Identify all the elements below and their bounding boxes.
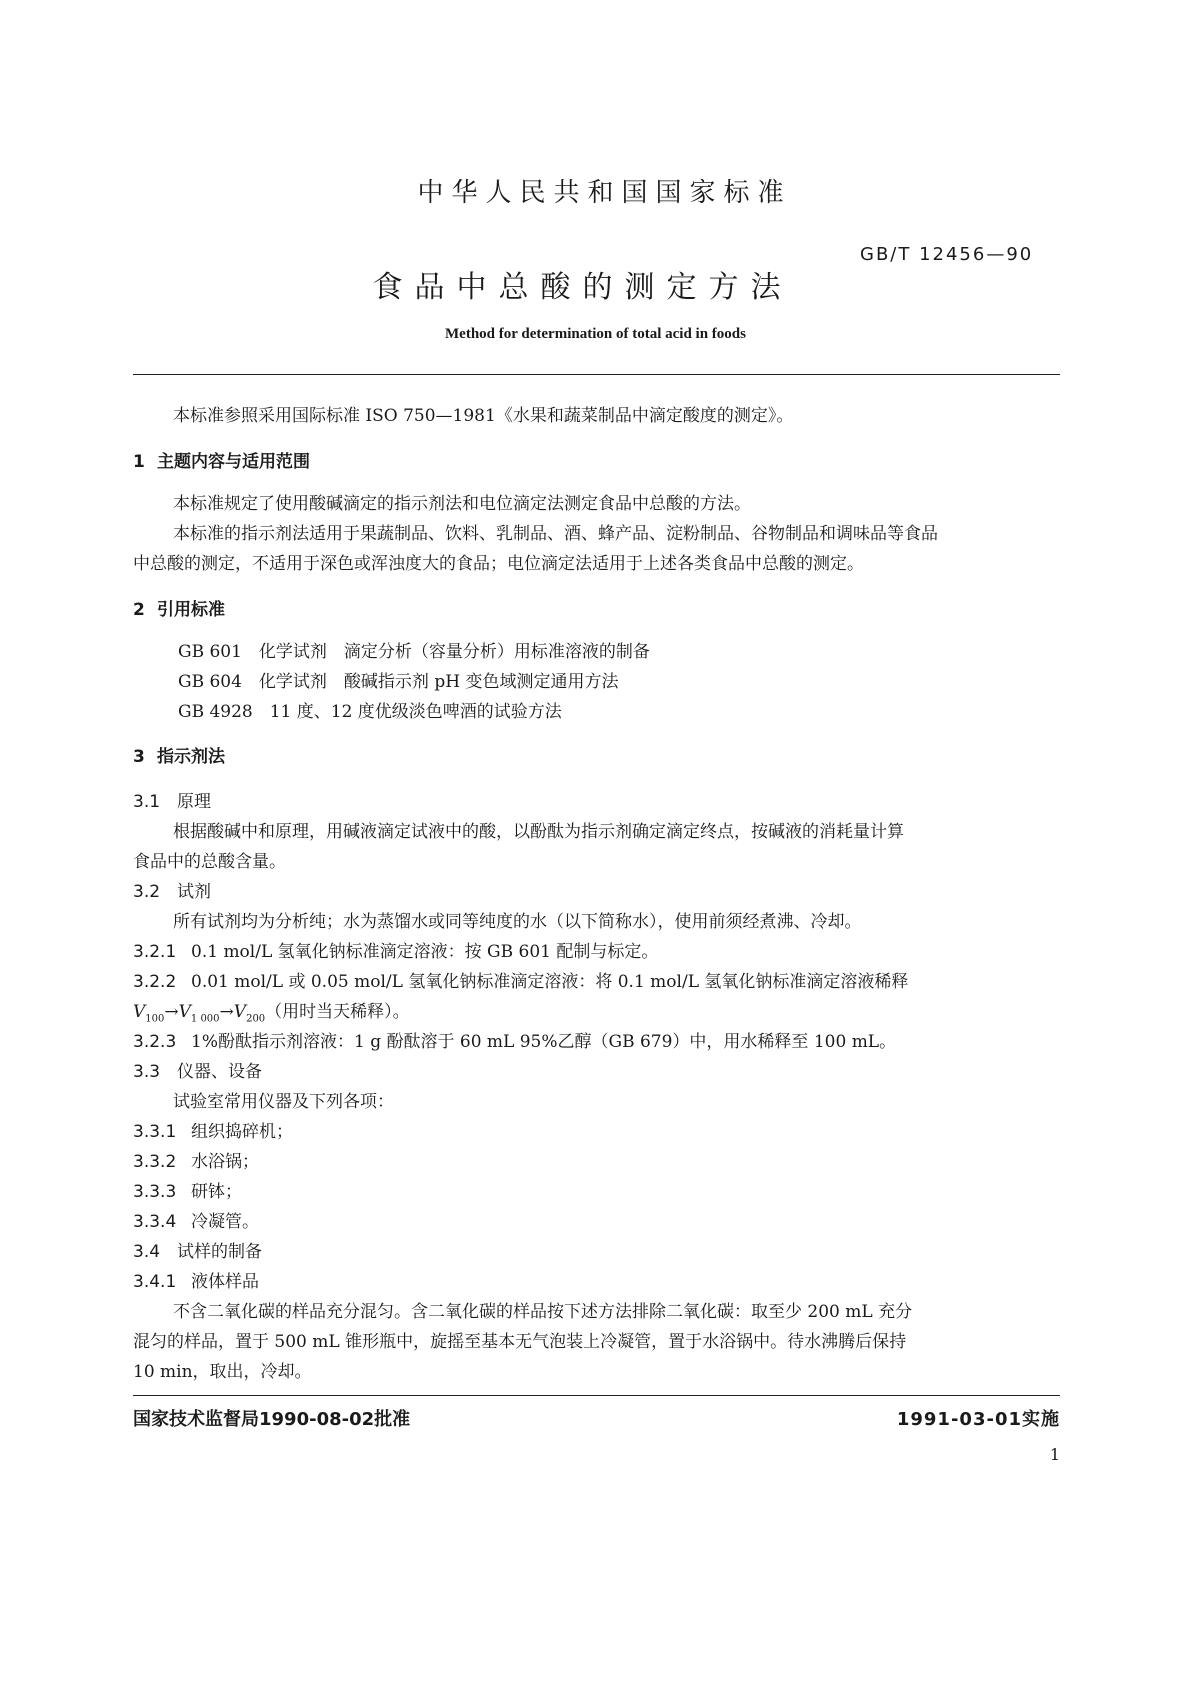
clause-number: 3.2.1 xyxy=(133,942,177,962)
clause-text: 1%酚酞指示剂溶液：1 g 酚酞溶于 60 mL 95%乙醇（GB 679）中，用水稀释至 100 mL。 xyxy=(191,1032,897,1052)
volume-symbol: V xyxy=(233,1002,247,1022)
effective-date: 1991-03-01实施 xyxy=(896,1409,1060,1430)
clause-number: 3.1 xyxy=(133,792,161,812)
approval-date: 国家技术监督局1990-08-02批准 xyxy=(133,1409,411,1430)
footer-divider xyxy=(133,1395,1060,1396)
english-title: Method for determination of total acid in foods xyxy=(445,326,746,342)
paragraph: 10 min，取出，冷却。 xyxy=(133,1362,312,1382)
paragraph: 中总酸的测定，不适用于深色或浑浊度大的食品；电位滴定法适用于上述各类食品中总酸的测定。 xyxy=(133,554,864,574)
clause-number: 3.3 xyxy=(133,1062,161,1082)
formula-note: （用时当天稀释）。 xyxy=(265,1002,410,1022)
volume-subscript: 1 000 xyxy=(190,1013,220,1025)
clause-3-3-3 xyxy=(133,1180,242,1204)
volume-subscript: 100 xyxy=(145,1013,165,1025)
dilution-formula xyxy=(133,1000,410,1031)
subsection-3-4 xyxy=(133,1240,262,1264)
clause-3-3-2 xyxy=(133,1150,259,1174)
clause-number: 3.3.3 xyxy=(133,1182,177,1202)
paragraph: 食品中的总酸含量。 xyxy=(133,852,286,872)
section-1-heading xyxy=(133,450,310,474)
section-number: 2 xyxy=(133,600,145,620)
paragraph: 试验室常用仪器及下列各项： xyxy=(173,1092,394,1112)
section-title: 主题内容与适用范围 xyxy=(157,452,310,472)
section-3-heading xyxy=(133,745,225,769)
clause-number: 3.2.2 xyxy=(133,972,177,992)
clause-3-2-2 xyxy=(133,970,908,994)
section-2-heading xyxy=(133,598,225,622)
section-title: 引用标准 xyxy=(157,600,225,620)
arrow-icon: → xyxy=(219,1002,234,1022)
paragraph: 不含二氧化碳的样品充分混匀。含二氧化碳的样品按下述方法排除二氧化碳：取至少 200 mL 充分 xyxy=(173,1302,913,1322)
paragraph: 混匀的样品，置于 500 mL 锥形瓶中，旋摇至基本无气泡装上冷凝管，置于水浴锅中。待水沸腾后保持 xyxy=(133,1332,907,1352)
clause-title: 原理 xyxy=(177,792,211,812)
clause-title: 试样的制备 xyxy=(177,1242,262,1262)
section-title: 指示剂法 xyxy=(157,747,225,767)
clause-title: 试剂 xyxy=(177,882,211,902)
clause-number: 3.3.4 xyxy=(133,1212,177,1232)
subsection-3-2 xyxy=(133,880,211,904)
subsection-3-3 xyxy=(133,1060,262,1084)
clause-3-2-3 xyxy=(133,1030,896,1054)
clause-text: 0.01 mol/L 或 0.05 mol/L 氢氧化钠标准滴定溶液：将 0.1 mol/L 氢氧化钠标准滴定溶液稀释 xyxy=(191,972,909,992)
clause-text: 研钵； xyxy=(191,1182,242,1202)
header-divider xyxy=(133,374,1060,375)
clause-number: 3.3.2 xyxy=(133,1152,177,1172)
page-number: 1 xyxy=(1049,1445,1060,1464)
clause-text: 0.1 mol/L 氢氧化钠标准滴定溶液：按 GB 601 配制与标定。 xyxy=(191,942,659,962)
intro-paragraph: 本标准参照采用国际标准 ISO 750—1981《水果和蔬菜制品中滴定酸度的测定》。 xyxy=(173,406,794,426)
paragraph: 本标准的指示剂法适用于果蔬制品、饮料、乳制品、酒、蜂产品、淀粉制品、谷物制品和调味品等食品 xyxy=(173,524,938,544)
section-number: 1 xyxy=(133,452,145,472)
clause-title: 仪器、设备 xyxy=(177,1062,262,1082)
clause-number: 3.4.1 xyxy=(133,1272,177,1292)
clause-text: 水浴锅； xyxy=(191,1152,259,1172)
paragraph: 本标准规定了使用酸碱滴定的指示剂法和电位滴定法测定食品中总酸的方法。 xyxy=(173,494,751,514)
volume-subscript: 200 xyxy=(246,1013,266,1025)
clause-3-4-1 xyxy=(133,1270,259,1294)
clause-text: 组织捣碎机； xyxy=(191,1122,293,1142)
clause-3-3-1 xyxy=(133,1120,293,1144)
subsection-3-1 xyxy=(133,790,211,814)
reference-item: GB 604 化学试剂 酸碱指示剂 pH 变色域测定通用方法 xyxy=(178,672,619,692)
reference-item: GB 4928 11 度、12 度优级淡色啤酒的试验方法 xyxy=(178,702,562,722)
arrow-icon: → xyxy=(164,1002,179,1022)
clause-3-3-4 xyxy=(133,1210,259,1234)
clause-title: 液体样品 xyxy=(191,1272,259,1292)
volume-symbol: V xyxy=(178,1002,191,1022)
volume-symbol: V xyxy=(133,1002,146,1022)
document-title: 食品中总酸的测定方法 xyxy=(372,270,793,305)
clause-text: 冷凝管。 xyxy=(191,1212,259,1232)
clause-number: 3.3.1 xyxy=(133,1122,177,1142)
paragraph: 根据酸碱中和原理，用碱液滴定试液中的酸，以酚酞为指示剂确定滴定终点，按碱液的消耗量计算 xyxy=(173,822,904,842)
clause-3-2-1 xyxy=(133,940,658,964)
section-number: 3 xyxy=(133,747,145,767)
reference-item: GB 601 化学试剂 滴定分析（容量分析）用标准溶液的制备 xyxy=(178,642,650,662)
clause-number: 3.2.3 xyxy=(133,1032,177,1052)
national-standard-heading: 中华人民共和国国家标准 xyxy=(417,178,792,208)
standard-number: GB/T 12456—90 xyxy=(860,244,1034,265)
clause-number: 3.2 xyxy=(133,882,161,902)
paragraph: 所有试剂均为分析纯；水为蒸馏水或同等纯度的水（以下简称水），使用前须经煮沸、冷却。 xyxy=(173,912,862,932)
clause-number: 3.4 xyxy=(133,1242,161,1262)
